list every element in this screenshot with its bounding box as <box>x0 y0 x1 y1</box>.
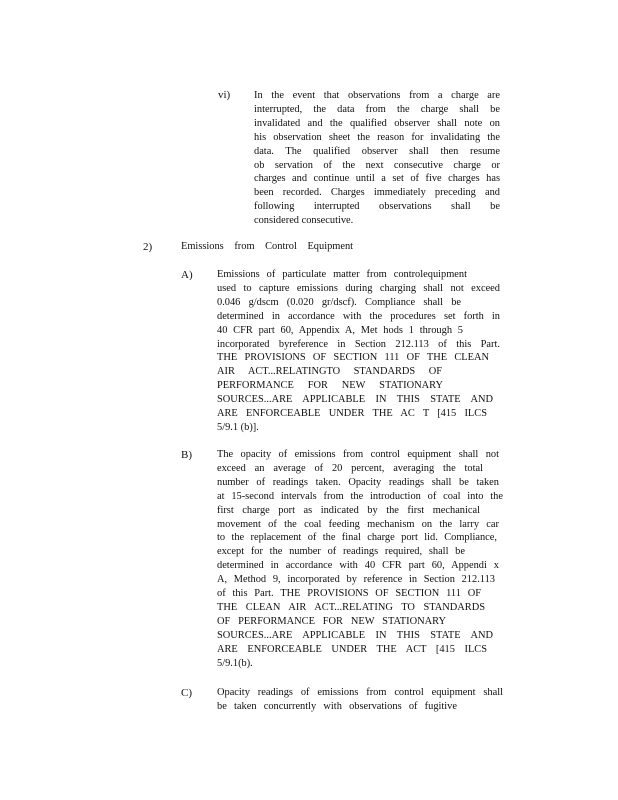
item-b-line: OF PERFORMANCE FOR NEW STATIONARY <box>217 615 446 627</box>
section-2-marker: 2) <box>143 241 153 253</box>
item-vi-line: charges and continue until a set of five charges has <box>254 173 500 185</box>
item-b-line: A, Method 9, incorporated by reference in Section 212.113 <box>217 574 495 586</box>
item-vi-line: his observation sheet the reason for invalidating the <box>254 131 500 143</box>
item-vi-line: In the event that observations from a charge are <box>254 90 500 101</box>
item-vi-line: ob servation of the next consecutive charge or <box>254 159 500 171</box>
item-b-line: number of readings taken. Opacity readings shall be taken <box>217 476 499 488</box>
section-2-heading: Emissions from Control Equipment <box>181 241 354 252</box>
item-b-line: except for the number of readings required, shall be <box>217 546 465 558</box>
item-a-line: 40 CFR part 60, Appendix A, Met hods 1 through 5 <box>217 324 463 336</box>
item-b-line: SOURCES...ARE APPLICABLE IN THIS STATE AND <box>217 629 493 641</box>
item-b-paragraph <box>217 448 503 671</box>
item-a-marker: A) <box>181 269 193 281</box>
item-c-marker: C) <box>181 687 192 699</box>
item-b-line: determined in accordance with 40 CFR part 60, Appendi x <box>217 560 499 572</box>
item-a-line: determined in accordance with the procedures set forth in <box>217 310 500 322</box>
item-b-line: first charge port as indicated by the first mechanical <box>217 504 480 516</box>
item-a-line: THE PROVISIONS OF SECTION 111 OF THE CLEAN <box>217 352 489 364</box>
item-a-line: SOURCES...ARE APPLICABLE IN THIS STATE AND <box>217 394 493 406</box>
item-b-line: to the replacement of the final charge port lid. Compliance, <box>217 532 497 544</box>
item-a-line: used to capture emissions during charging shall not exceed <box>217 282 500 294</box>
item-a-paragraph <box>217 268 500 435</box>
item-b-line: of this Part. THE PROVISIONS OF SECTION 111 OF <box>217 588 481 600</box>
item-a-line: 5/9.1 (b)]. <box>217 421 259 433</box>
item-vi-line: considered consecutive. <box>254 215 354 227</box>
item-a-line: PERFORMANCE FOR NEW STATIONARY <box>217 380 443 392</box>
item-a-line: Emissions of particulate matter from controlequipment <box>217 269 467 280</box>
item-vi-marker: vi) <box>218 89 231 101</box>
item-b-marker: B) <box>181 449 192 461</box>
item-c-line: Opacity readings of emissions from control equipment shall <box>217 687 503 698</box>
item-a-line: AIR ACT...RELATINGTO STANDARDS OF <box>217 366 442 378</box>
item-c-paragraph <box>217 686 503 714</box>
item-b-line: movement of the coal feeding mechanism on the larry car <box>217 518 499 530</box>
item-a-line: incorporated byreference in Section 212.113 of this Part. <box>217 338 500 350</box>
item-vi-line: data. The qualified observer shall then resume <box>254 145 500 157</box>
item-a-line: ARE ENFORCEABLE UNDER THE AC T [415 ILCS <box>217 408 487 420</box>
item-vi-line: following interrupted observations shall be <box>254 201 500 213</box>
item-b-line: The opacity of emissions from control equipment shall not <box>217 449 499 460</box>
item-b-line: at 15-second intervals from the introduction of coal into the <box>217 490 503 502</box>
item-a-line: 0.046 g/dscm (0.020 gr/dscf). Compliance shall be <box>217 296 461 308</box>
item-vi-paragraph <box>254 89 500 228</box>
item-vi-line: been recorded. Charges immediately preceding and <box>254 187 500 199</box>
item-c-line: be taken concurrently with observations of fugitive <box>217 700 457 712</box>
item-b-line: exceed an average of 20 percent, averaging the total <box>217 462 483 474</box>
item-b-line: THE CLEAN AIR ACT...RELATING TO STANDARDS <box>217 601 485 613</box>
item-vi-line: interrupted, the data from the charge shall be <box>254 103 500 115</box>
item-b-line: 5/9.1(b). <box>217 657 253 669</box>
item-vi-line: invalidated and the qualified observer shall note on <box>254 117 500 129</box>
item-b-line: ARE ENFORCEABLE UNDER THE ACT [415 ILCS <box>217 643 487 655</box>
